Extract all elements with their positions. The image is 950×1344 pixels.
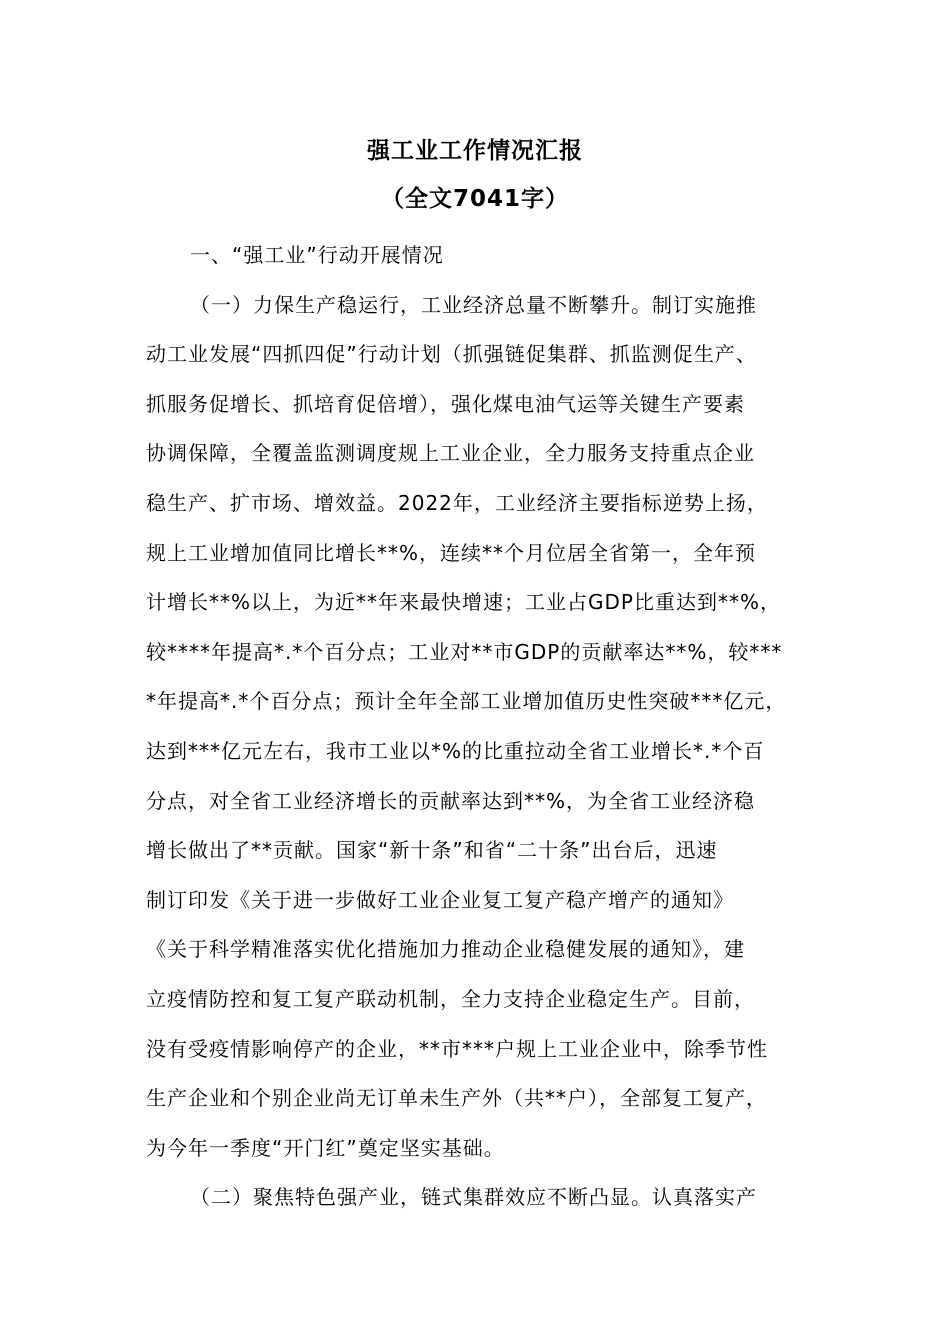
paragraph-line: （一）力保生产稳运行，工业经济总量不断攀升。制订实施推 [190, 292, 757, 317]
section-heading: 一、“强工业”行动开展情况 [190, 243, 444, 267]
document-subtitle: （全文7041字） [380, 186, 569, 212]
paragraph-line: 稳生产、扩市场、增效益。2022年，工业经济主要指标逆势上扬， [146, 490, 768, 515]
paragraph-line: 抓服务促增长、抓培育促倍增），强化煤电油气运等关键生产要素 [146, 391, 745, 416]
paragraph-line: 计增长**%以上，为近**年来最快增速；工业占GDP比重达到**%， [146, 590, 781, 615]
paragraph-line: 达到***亿元左右，我市工业以*%的比重拉动全省工业增长*.*个百 [146, 738, 765, 763]
paragraph-line: 增长做出了**贡献。国家“新十条”和省“二十条”出台后，迅速 [146, 838, 718, 863]
paragraph-line: 没有受疫情影响停产的企业，**市***户规上工业企业中，除季节性 [146, 1036, 768, 1061]
paragraph-line: （二）聚焦特色强产业，链式集群效应不断凸显。认真落实产 [190, 1185, 757, 1210]
paragraph-line: 《关于科学精准落实优化措施加力推动企业稳健发展的通知》，建 [146, 937, 745, 962]
paragraph-line: *年提高*.*个百分点；预计全年全部工业增加值历史性突破***亿元， [146, 689, 787, 714]
paragraph-line: 制订印发《关于进一步做好工业企业复工复产稳产增产的通知》 [146, 887, 734, 912]
paragraph-line: 动工业发展“四抓四促”行动计划（抓强链促集群、抓监测促生产、 [146, 342, 757, 367]
paragraph-line: 为今年一季度“开门红”奠定坚实基础。 [146, 1135, 505, 1160]
paragraph-line: 协调保障，全覆盖监测调度规上工业企业，全力服务支持重点企业 [146, 441, 755, 466]
paragraph-line: 立疫情防控和复工复产联动机制，全力支持企业稳定生产。目前， [146, 986, 755, 1011]
document-title: 强工业工作情况汇报 [367, 138, 583, 164]
paragraph-line: 较****年提高*.*个百分点；工业对**市GDP的贡献率达**%，较*** [146, 639, 783, 664]
paragraph-line: 生产企业和个别企业尚无订单未生产外（共**户），全部复工复产， [146, 1086, 767, 1111]
paragraph-line: 规上工业增加值同比增长**%，连续**个月位居全省第一，全年预 [146, 540, 757, 565]
document-body [146, 231, 826, 1223]
paragraph-line: 分点，对全省工业经济增长的贡献率达到**%，为全省工业经济稳 [146, 788, 756, 813]
